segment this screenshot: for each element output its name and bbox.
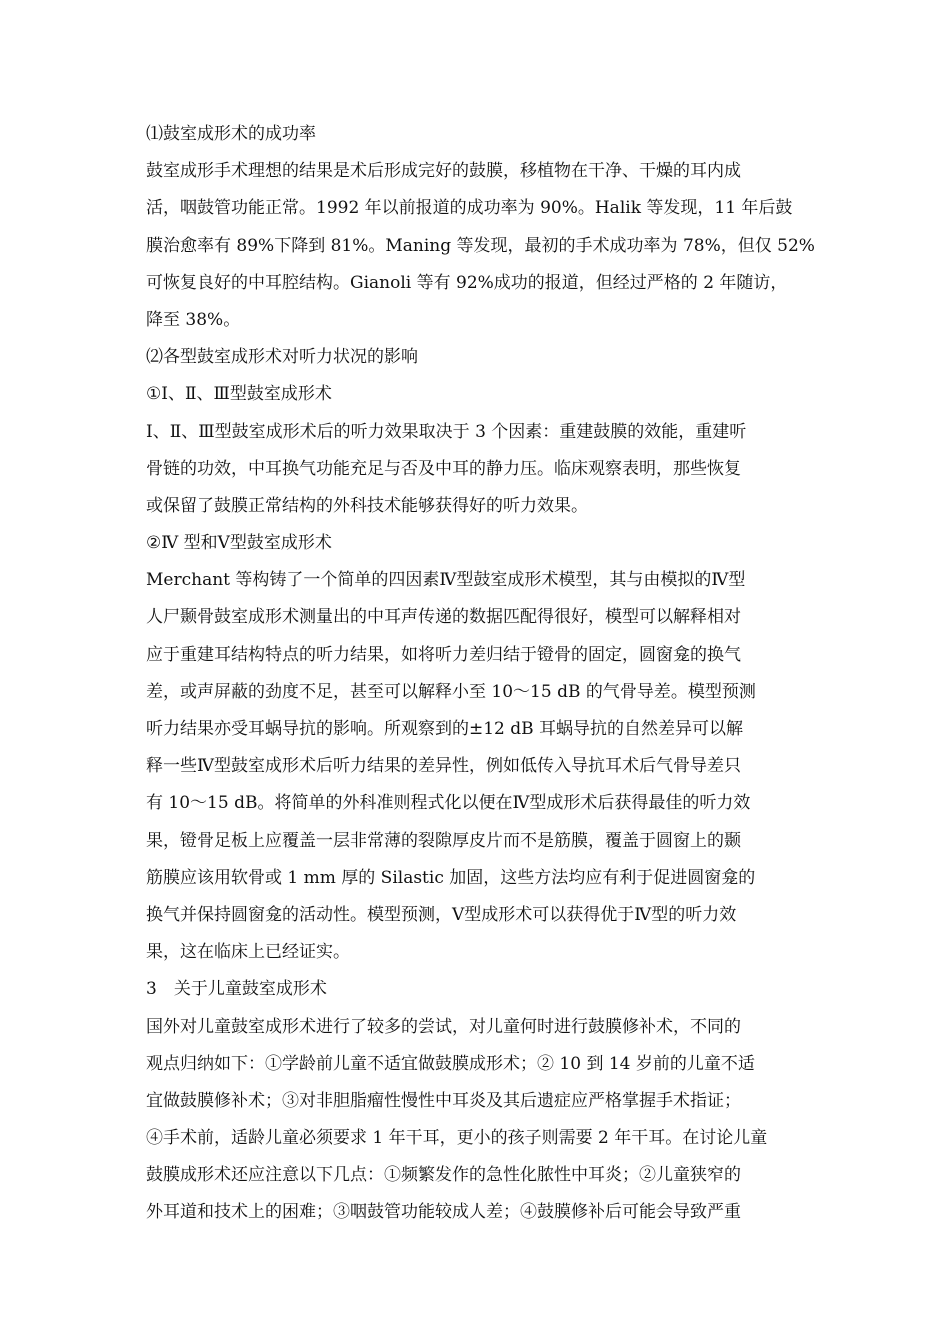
paragraph-line: 活，咽鼓管功能正常。1992 年以前报道的成功率为 90%。Halik 等发现，11 年后鼓: [146, 198, 793, 219]
paragraph-line: 或保留了鼓膜正常结构的外科技术能够获得好的听力效果。: [146, 495, 588, 516]
paragraph-line: 鼓膜成形术还应注意以下几点：①频繁发作的急性化脓性中耳炎；②儿童狭窄的: [146, 1165, 741, 1186]
paragraph-line: 鼓室成形手术理想的结果是术后形成完好的鼓膜，移植物在干净、干燥的耳内成: [146, 161, 741, 182]
subheading-type-1-3: ①Ⅰ、Ⅱ、Ⅲ型鼓室成形术: [146, 384, 332, 405]
paragraph-line: 有 10～15 dB。将简单的外科准则程式化以便在Ⅳ型成形术后获得最佳的听力效: [146, 793, 751, 814]
paragraph-line: 膜治愈率有 89%下降到 81%。Maning 等发现，最初的手术成功率为 78%，但仅 52%: [146, 235, 815, 256]
paragraph-line: 宜做鼓膜修补术；③对非胆脂瘤性慢性中耳炎及其后遗症应严格掌握手术指证；: [146, 1090, 741, 1111]
paragraph-line: 果，这在临床上已经证实。: [146, 942, 350, 963]
paragraph-line: 降至 38%。: [146, 309, 241, 330]
paragraph-line: 筋膜应该用软骨或 1 mm 厚的 Silastic 加固，这些方法均应有利于促进圆窗龛的: [146, 867, 756, 888]
paragraph-line: 果，镫骨足板上应覆盖一层非常薄的裂隙厚皮片而不是筋膜，覆盖于圆窗上的颞: [146, 830, 741, 851]
paragraph-line: 外耳道和技术上的困难；③咽鼓管功能较成人差；④鼓膜修补后可能会导致严重: [146, 1202, 741, 1223]
subheading-type-4-5: ②Ⅳ 型和Ⅴ型鼓室成形术: [146, 533, 332, 554]
document-body: [146, 116, 826, 1232]
paragraph-line: 换气并保持圆窗龛的活动性。模型预测，Ⅴ型成形术可以获得优于Ⅳ型的听力效: [146, 904, 737, 925]
paragraph-line: 差，或声屏蔽的劲度不足，甚至可以解释小至 10～15 dB 的气骨导差。模型预测: [146, 681, 756, 702]
paragraph-line: ④手术前，适龄儿童必须要求 1 年干耳，更小的孩子则需要 2 年干耳。在讨论儿童: [146, 1128, 768, 1149]
section-heading-success-rate: ⑴鼓室成形术的成功率: [146, 124, 316, 144]
paragraph-line: 听力结果亦受耳蜗导抗的影响。所观察到的±12 dB 耳蜗导抗的自然差异可以解: [146, 719, 744, 739]
section-heading-hearing-impact: ⑵各型鼓室成形术对听力状况的影响: [146, 347, 418, 368]
paragraph-line: 国外对儿童鼓室成形术进行了较多的尝试，对儿童何时进行鼓膜修补术，不同的: [146, 1016, 741, 1037]
paragraph-line: 应于重建耳结构特点的听力结果，如将听力差归结于镫骨的固定，圆窗龛的换气: [146, 644, 741, 665]
paragraph-line: 释一些Ⅳ型鼓室成形术后听力结果的差异性，例如低传入导抗耳术后气骨导差只: [146, 756, 741, 777]
paragraph-line: 人尸颞骨鼓室成形术测量出的中耳声传递的数据匹配得很好，模型可以解释相对: [146, 607, 741, 628]
paragraph-line: 可恢复良好的中耳腔结构。Gianoli 等有 92%成功的报道，但经过严格的 2 年随访，: [146, 272, 788, 293]
paragraph-line: 骨链的功效，中耳换气功能充足与否及中耳的静力压。临床观察表明，那些恢复: [146, 458, 741, 479]
paragraph-line: 观点归纳如下：①学龄前儿童不适宜做鼓膜成形术；② 10 到 14 岁前的儿童不适: [146, 1053, 755, 1074]
paragraph-line: Ⅰ、Ⅱ、Ⅲ型鼓室成形术后的听力效果取决于 3 个因素：重建鼓膜的效能，重建听: [146, 421, 747, 442]
paragraph-line: Merchant 等构铸了一个简单的四因素Ⅳ型鼓室成形术模型，其与由模拟的Ⅳ型: [146, 570, 746, 591]
section-heading-children: 3 关于儿童鼓室成形术: [146, 979, 327, 1000]
